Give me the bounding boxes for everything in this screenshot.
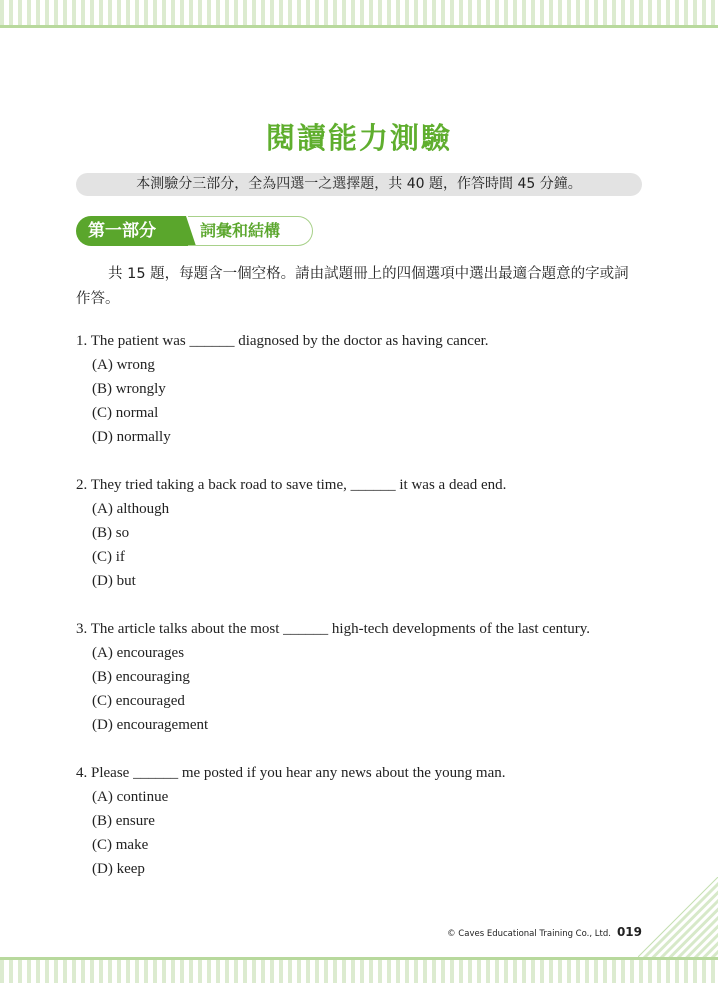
question-stem: 1. The patient was ______ diagnosed by the doctor as having cancer.	[76, 333, 489, 349]
corner-decoration	[638, 877, 718, 957]
option-b: (B) wrongly	[92, 381, 166, 397]
section-part-label: 第一部分	[76, 216, 184, 246]
page-number: 019	[616, 925, 642, 939]
question-stem: 3. The article talks about the most ______ high-tech developments of the last century.	[76, 621, 591, 637]
option-a: (A) encourages	[92, 645, 185, 661]
question-3	[76, 617, 656, 737]
question-4	[76, 761, 656, 881]
option-b: (B) encouraging	[92, 669, 190, 685]
top-decorative-stripe	[0, 0, 718, 28]
option-c: (C) make	[92, 837, 149, 853]
option-d: (D) normally	[92, 429, 171, 445]
page-title: 閱讀能力測驗	[265, 121, 452, 155]
option-c: (C) if	[92, 549, 125, 565]
option-d: (D) keep	[92, 861, 145, 877]
question-stem: 2. They tried taking a back road to save time, ______ it was a dead end.	[76, 477, 507, 493]
option-a: (A) wrong	[92, 357, 155, 373]
option-d: (D) encouragement	[92, 717, 209, 733]
question-1	[76, 329, 656, 449]
page-footer	[447, 925, 642, 939]
copyright-text: © Caves Educational Training Co., Ltd.	[447, 929, 611, 939]
option-d: (D) but	[92, 573, 136, 589]
question-2	[76, 473, 656, 593]
test-info-bar: 本測驗分三部分，全為四選一之選擇題，共 40 題，作答時間 45 分鐘。	[76, 173, 642, 196]
option-b: (B) ensure	[92, 813, 155, 829]
section-topic-label: 詞彙和結構	[188, 216, 313, 246]
question-stem: 4. Please ______ me posted if you hear any news about the young man.	[76, 765, 506, 781]
option-c: (C) normal	[92, 405, 159, 421]
bottom-decorative-stripe	[0, 957, 718, 983]
option-b: (B) so	[92, 525, 130, 541]
option-a: (A) continue	[92, 789, 169, 805]
section-instructions: 共 15 題，每題含一個空格。請由試題冊上的四個選項中選出最適合題意的字或詞作答。	[76, 266, 629, 307]
option-c: (C) encouraged	[92, 693, 185, 709]
option-a: (A) although	[92, 501, 170, 517]
question-list	[76, 329, 656, 905]
